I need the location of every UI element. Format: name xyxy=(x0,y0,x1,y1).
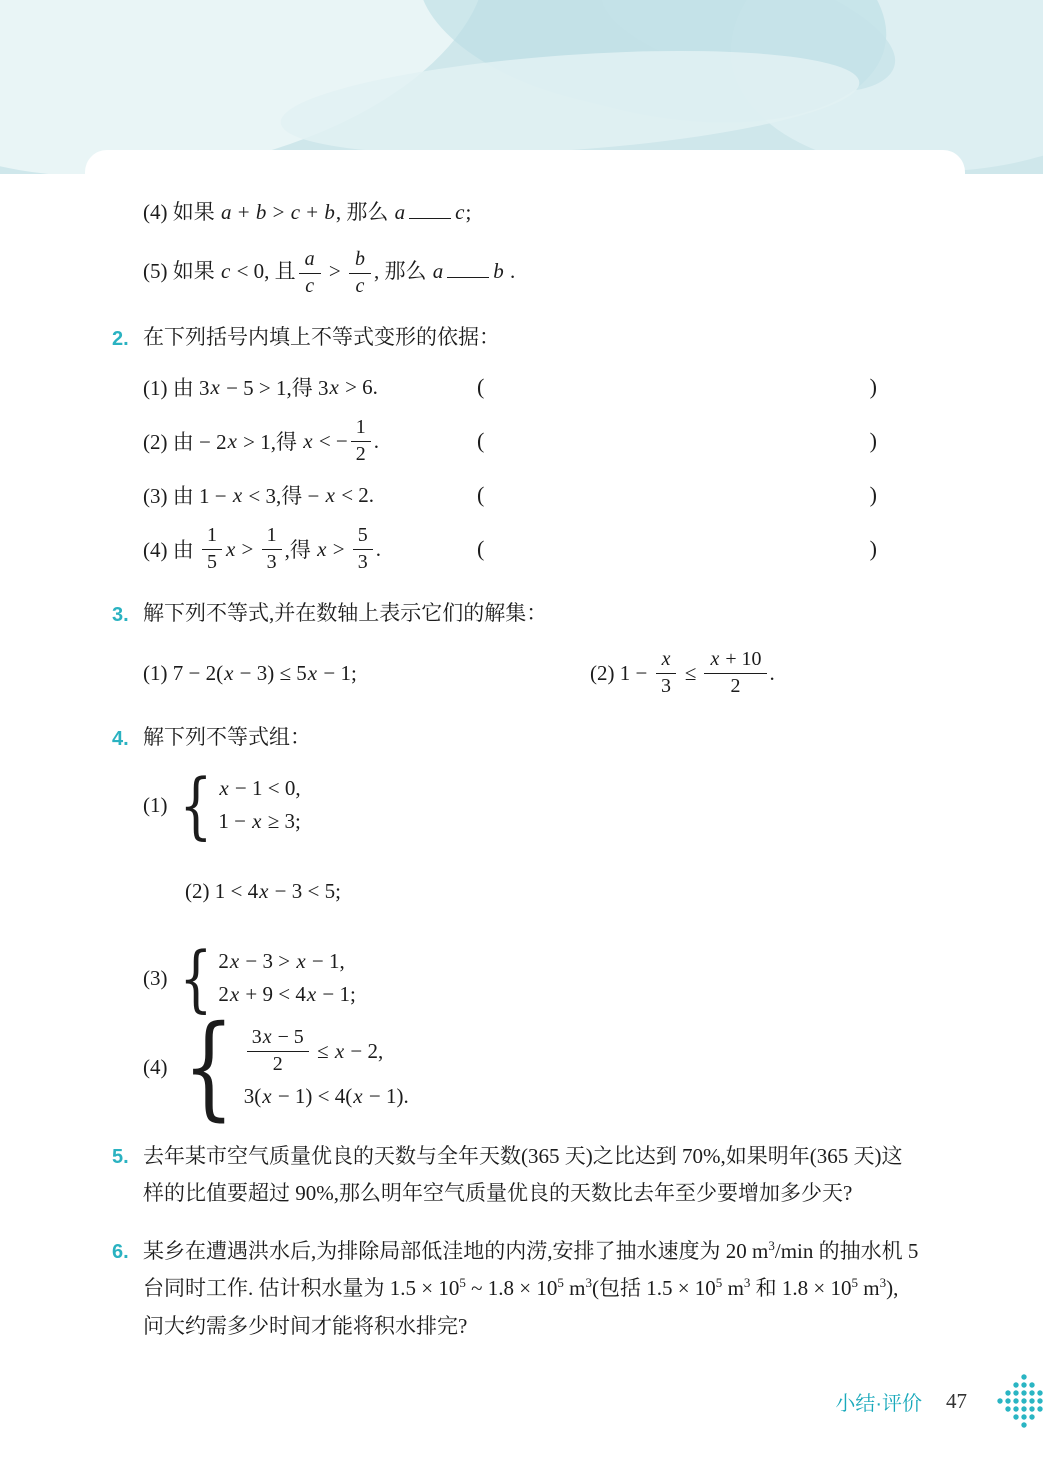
item-label: (4) xyxy=(143,1055,168,1080)
open-paren: ( xyxy=(477,374,485,400)
dot-ornament-icon xyxy=(991,1368,1043,1434)
item-text: (1) 由 3 x − 5 > 1,得 3 x > 6. xyxy=(143,374,378,401)
open-paren: ( xyxy=(477,536,485,562)
problem-3-items xyxy=(143,648,921,698)
problem-2-item-4 xyxy=(143,524,877,574)
section-label: 小结·评价 xyxy=(835,1392,922,1415)
item-text: (3) 由 1 − x < 3,得 − x < 2. xyxy=(143,482,375,509)
problem-2-item-2 xyxy=(143,416,877,466)
page-footer xyxy=(835,1368,1043,1434)
item-text: (5) 如果 c < 0, 且 $\frac{a}{c}$ > $\frac{b}{c}$ , 那么 a b . xyxy=(143,248,516,297)
problem-number: 4. xyxy=(112,728,129,751)
answer-parens xyxy=(477,482,877,508)
problem-number: 2. xyxy=(112,328,129,351)
problem-2-item-3 xyxy=(143,480,877,510)
inequality-line: 3( x − 1) < 4( x − 1). xyxy=(243,1084,409,1109)
close-paren: ) xyxy=(869,482,877,508)
problem-1-item-5 xyxy=(143,248,921,298)
problem-4-item-4 xyxy=(143,1002,921,1133)
item-label: (3) xyxy=(143,965,168,990)
item-text: (2) 1 < 4x − 3 < 5; xyxy=(185,879,341,904)
problem-text: 某乡在遭遇洪水后,为排除局部低洼地的内涝,安排了抽水速度为 20 $m^3/\min$ 的抽水机 5 台同时工作. 估计积水量为 $1.5 \times 10^5$ ~ $1.8 \times 10^5$ $m^3$(包括 $1.5 \times 10^5$ $m^3$ 和 $1.8 \times 10^5$ $m^3$), 问大约需多少时间才能将积水排完? xyxy=(143,1237,919,1338)
answer-parens xyxy=(477,374,877,400)
problem-4-heading xyxy=(112,722,921,754)
problem-1-item-4 xyxy=(143,196,921,226)
item-text: (2) 由 − 2 x > 1,得 x < − $\frac{1}{2}$ . xyxy=(143,416,379,465)
system-brace: { xyxy=(182,1002,234,1133)
problem-number: 6. xyxy=(112,1240,129,1263)
decorative-header xyxy=(0,0,1043,174)
problem-4-item-2 xyxy=(143,854,921,929)
close-paren: ) xyxy=(869,374,877,400)
item-text: (1) 7 − 2( x − 3) ≤ 5 x − 1; xyxy=(143,660,357,685)
problem-text: 去年某市空气质量优良的天数与全年天数(365 天)之比达到 70%,如果明年(365 天)这样的比值要超过 90%,那么明年空气质量优良的天数比去年至少要增加多少天? xyxy=(143,1144,903,1206)
system-lines xyxy=(218,945,356,1011)
problem-4-item-3 xyxy=(143,935,921,1020)
item-text: (2) 1 − $\frac{x}{3}$ ≤ $\frac{x + 10}{2}$ . xyxy=(590,648,775,697)
inequality-line: x − 1 < 0, xyxy=(219,776,301,801)
open-paren: ( xyxy=(477,428,485,454)
item-label: (1) xyxy=(143,792,168,817)
answer-parens xyxy=(477,428,877,454)
problem-5 xyxy=(112,1138,921,1213)
system-lines xyxy=(218,772,301,838)
system-lines xyxy=(244,1022,409,1113)
system-brace: { xyxy=(178,935,212,1020)
problem-number: 5. xyxy=(112,1146,129,1169)
page-number: 47 xyxy=(946,1388,967,1413)
exercise-content xyxy=(85,150,965,1345)
problem-title: 解下列不等式,并在数轴上表示它们的解集： xyxy=(143,601,548,626)
problem-number: 3. xyxy=(112,604,129,627)
content-card xyxy=(85,150,965,1474)
problem-4-item-1 xyxy=(143,762,921,847)
inequality-line: 2 x − 3 > x − 1, xyxy=(218,949,345,974)
problem-2-item-1 xyxy=(143,372,877,402)
system-brace: { xyxy=(178,762,212,847)
close-paren: ) xyxy=(869,428,877,454)
problem-title: 解下列不等式组： xyxy=(143,725,311,750)
problem-2-heading xyxy=(112,322,921,354)
problem-3-heading xyxy=(112,598,921,630)
inequality-line: 2 x + 9 < 4 x − 1; xyxy=(218,982,356,1007)
item-text: (4) 如果 a + b > c + b, 那么 a c; xyxy=(143,200,472,224)
item-text: (4) 由 $\frac{1}{5}$ x > $\frac{1}{3}$ ,得 x > $\frac{5}{3}$ . xyxy=(143,524,381,573)
open-paren: ( xyxy=(477,482,485,508)
close-paren: ) xyxy=(869,536,877,562)
inequality-line: $\frac{3x - 5}{2}$ ≤ x − 2, xyxy=(244,1022,409,1080)
answer-parens xyxy=(477,536,877,562)
inequality-line: 1 − x ≥ 3; xyxy=(218,809,301,834)
problem-title: 在下列括号内填上不等式变形的依据： xyxy=(143,325,500,350)
problem-6 xyxy=(112,1233,921,1345)
